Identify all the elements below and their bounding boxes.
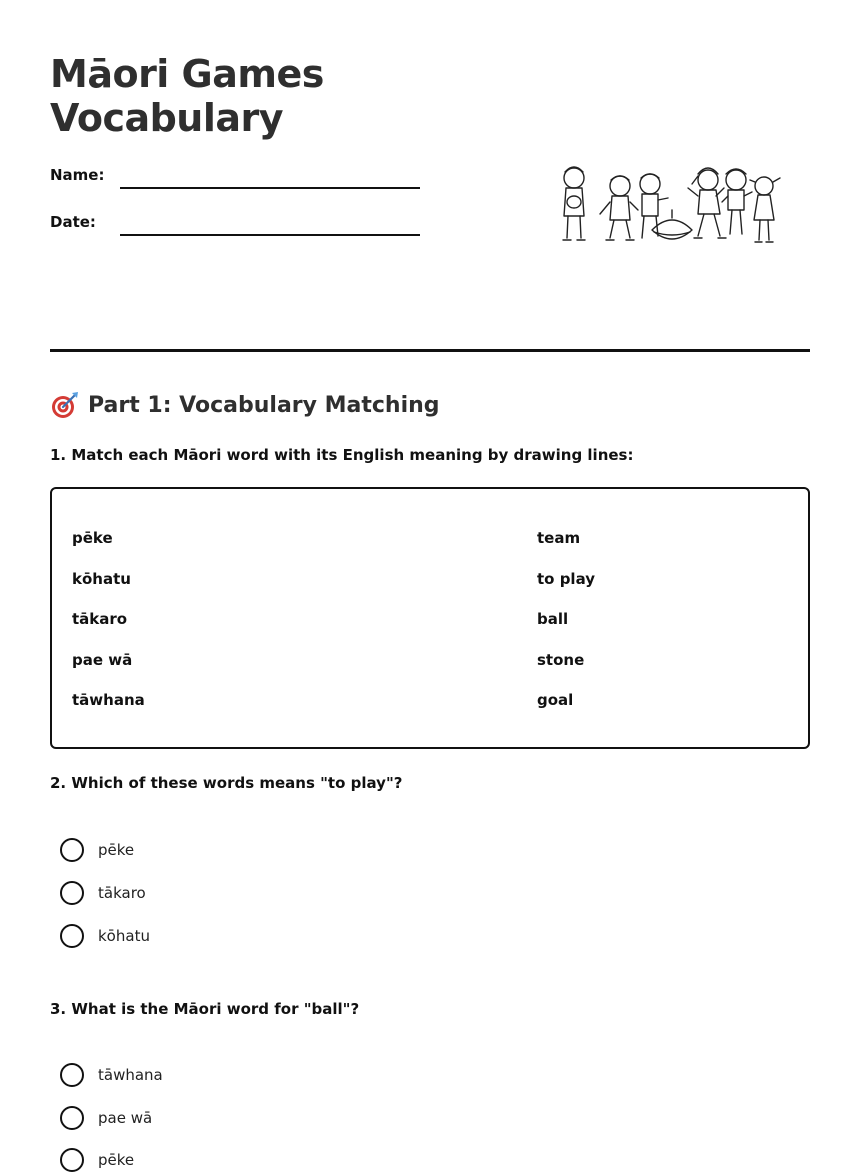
radio-button[interactable]: [60, 924, 84, 948]
title-line-1: Māori Games: [50, 52, 324, 96]
maori-word[interactable]: pēke: [72, 529, 113, 547]
english-word[interactable]: goal: [537, 691, 574, 709]
radio-button[interactable]: [60, 881, 84, 905]
radio-button[interactable]: [60, 1106, 84, 1130]
children-playing-illustration: [552, 158, 784, 248]
child-figure: [722, 169, 752, 234]
option-label: tākaro: [98, 884, 146, 902]
radio-button[interactable]: [60, 1148, 84, 1172]
matching-box: [50, 487, 810, 749]
q2-option[interactable]: [60, 837, 134, 863]
option-label: kōhatu: [98, 927, 150, 945]
title-line-2: Vocabulary: [50, 96, 284, 140]
child-figure: [563, 167, 585, 240]
option-label: pēke: [98, 1151, 135, 1169]
child-figure: [600, 176, 638, 240]
option-label: pēke: [98, 841, 135, 859]
q3-option[interactable]: [60, 1147, 134, 1173]
english-word[interactable]: team: [537, 529, 581, 547]
q2-option[interactable]: [60, 880, 146, 906]
english-word[interactable]: ball: [537, 610, 569, 628]
section-divider: [50, 349, 810, 352]
q3-option[interactable]: [60, 1062, 163, 1088]
part1-heading: [50, 388, 440, 422]
part1-title: Part 1: Vocabulary Matching: [88, 392, 440, 418]
date-field[interactable]: [120, 234, 420, 236]
question-1: 1. Match each Māori word with its English meaning by drawing lines:: [50, 446, 634, 464]
q3-option[interactable]: [60, 1105, 152, 1131]
english-word[interactable]: to play: [537, 570, 596, 588]
maori-word[interactable]: tākaro: [72, 610, 128, 628]
question-2: 2. Which of these words means "to play"?: [50, 774, 403, 792]
option-label: tāwhana: [98, 1066, 163, 1084]
maori-word[interactable]: kōhatu: [72, 570, 131, 588]
name-label: Name:: [50, 166, 105, 184]
date-label: Date:: [50, 213, 96, 231]
child-figure: [750, 177, 780, 242]
q2-option[interactable]: [60, 923, 150, 949]
name-field[interactable]: [120, 187, 420, 189]
question-3: 3. What is the Māori word for "ball"?: [50, 1000, 360, 1018]
maori-word[interactable]: pae wā: [72, 651, 133, 669]
option-label: pae wā: [98, 1109, 153, 1127]
child-figure: [688, 168, 726, 238]
radio-button[interactable]: [60, 838, 84, 862]
maori-word[interactable]: tāwhana: [72, 691, 145, 709]
target-dart-icon: [50, 390, 80, 420]
radio-button[interactable]: [60, 1063, 84, 1087]
english-word[interactable]: stone: [537, 651, 585, 669]
page-title: [50, 52, 324, 140]
